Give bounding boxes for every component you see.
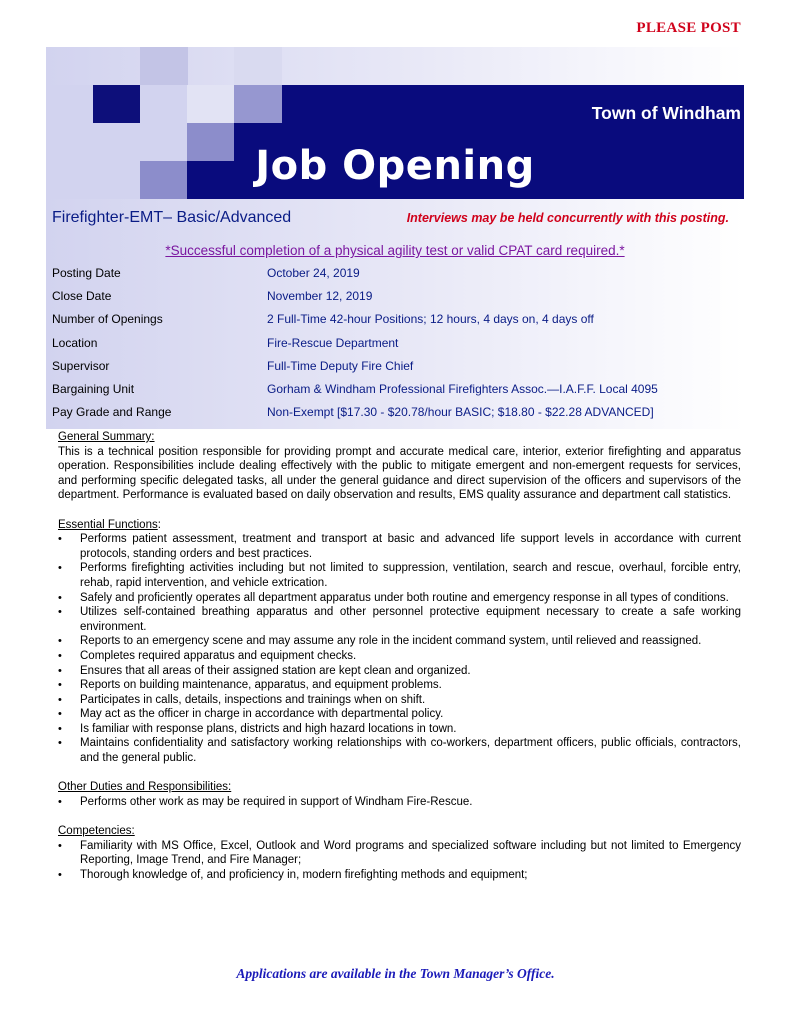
bullet-icon: •: [58, 693, 62, 706]
decor-square: [234, 47, 282, 85]
list-item: • Maintains confidentiality and satisfactory working relationships with co-workers, department officers, public officials, contractors, and the general public.: [58, 737, 741, 765]
bullet-icon: •: [58, 722, 62, 735]
town-name: Town of Windham: [591, 103, 741, 123]
please-post-notice: PLEASE POST: [636, 20, 741, 36]
bullet-icon: •: [58, 562, 62, 575]
bullet-icon: •: [58, 868, 62, 881]
page-title: Job Opening: [255, 143, 535, 189]
other-duties-heading: Other Duties and Responsibilities:: [58, 781, 232, 794]
bullet-icon: •: [58, 533, 62, 546]
list-item: • May act as the officer in charge in accordance with departmental policy.: [58, 708, 444, 721]
list-item: • Is familiar with response plans, districts and high hazard locations in town.: [58, 722, 457, 735]
list-item: • Ensures that all areas of their assigned station are kept clean and organized.: [58, 664, 471, 677]
list-item: • Utilizes self-contained breathing apparatus and other personnel protective equipment necessary to create a safe working environment.: [58, 606, 741, 633]
bullet-icon: •: [58, 635, 62, 648]
list-item: • Thorough knowledge of, and proficiency in, modern firefighting methods and equipment;: [58, 868, 528, 881]
bullet-icon: •: [58, 606, 62, 619]
decor-square: [187, 85, 234, 123]
decor-square: [140, 85, 187, 123]
detail-value: Gorham & Windham Professional Firefighters Assoc.—I.A.F.F. Local 4095: [267, 382, 658, 396]
detail-value: Fire-Rescue Department: [267, 336, 399, 350]
essential-functions-heading-line: [58, 518, 741, 533]
general-summary-text: This is a technical position responsible for providing prompt and accurate medical care, interior, exterior firefighting and apparatus operation. Responsibilities include dealing effectively with the public to mitigate emergent and non-emergent requests for services, and performing specific delegated tasks, all under the general guidance and direct supervision of the officers and supervisors of the department. Performance is evaluated based on daily observation and results, EMS quality assurance and department call statistics.: [58, 445, 741, 502]
essential-functions-list: [58, 532, 741, 766]
list-item: • Performs firefighting activities including but not limited to suppression, ventilation, search and rescue, overhaul, forcible entry, rehab, rapid intervention, and vehicle extrication.: [58, 562, 741, 589]
detail-value: Non-Exempt [$17.30 - $20.78/hour BASIC; $18.80 - $22.28 ADVANCED]: [267, 405, 654, 419]
essential-functions-heading: Essential Functions: [58, 518, 158, 531]
bullet-icon: •: [58, 664, 62, 677]
decor-square: [234, 85, 282, 123]
competencies-list: [58, 839, 741, 883]
bullet-icon: •: [58, 679, 62, 692]
other-duties-list: [58, 795, 741, 810]
list-item: • Familiarity with MS Office, Excel, Outlook and Word programs and specialized software including but not limited to Emergency Reporting, Image Trend, and Fire Manager;: [58, 839, 741, 867]
detail-label: Bargaining Unit: [52, 382, 135, 396]
position-title: Firefighter-EMT– Basic/Advanced: [52, 209, 292, 226]
detail-value: 2 Full-Time 42-hour Positions; 12 hours, 4 days on, 4 days off: [267, 312, 594, 326]
detail-value: October 24, 2019: [267, 266, 360, 280]
detail-label: Number of Openings: [52, 312, 163, 326]
bullet-icon: •: [58, 649, 62, 662]
detail-value: November 12, 2019: [267, 289, 373, 303]
detail-label: Location: [52, 336, 98, 350]
list-item: • Completes required apparatus and equipment checks.: [58, 649, 357, 662]
list-item: • Safely and proficiently operates all department apparatus under both routine and emergency response in all types of conditions.: [58, 591, 729, 604]
applications-footer: Applications are available in the Town Manager’s Office.: [236, 966, 555, 981]
bullet-icon: •: [58, 708, 62, 721]
requirement-note: *Successful completion of a physical agility test or valid CPAT card required.*: [165, 243, 625, 258]
job-description: [58, 430, 741, 882]
list-item: • Reports on building maintenance, apparatus, and equipment problems.: [58, 679, 442, 692]
detail-label: Supervisor: [52, 359, 110, 373]
detail-label: Posting Date: [52, 266, 121, 280]
general-summary-heading: General Summary:: [58, 431, 155, 443]
detail-value: Full-Time Deputy Fire Chief: [267, 359, 414, 373]
detail-label: Pay Grade and Range: [52, 405, 172, 419]
interviews-note: Interviews may be held concurrently with this posting.: [406, 211, 729, 225]
competencies-heading: Competencies:: [58, 825, 135, 838]
list-item: • Performs patient assessment, treatment and transport at basic and advanced life support levels in accordance with current protocols, standing orders and best practices.: [58, 533, 741, 560]
bullet-icon: •: [58, 591, 62, 604]
list-item: • Reports to an emergency scene and may assume any role in the incident command system, until relieved and reassigned.: [58, 635, 702, 648]
bullet-icon: •: [58, 839, 62, 852]
bullet-icon: •: [58, 737, 62, 750]
detail-label: Close Date: [52, 289, 112, 303]
list-item: • Participates in calls, details, inspections and trainings when on shift.: [58, 693, 426, 706]
heading-colon: :: [157, 518, 161, 531]
decor-square: [140, 47, 188, 85]
bullet-icon: •: [58, 795, 62, 808]
list-item: • Performs other work as may be required in support of Windham Fire-Rescue.: [58, 795, 473, 808]
decor-square: [93, 85, 140, 123]
